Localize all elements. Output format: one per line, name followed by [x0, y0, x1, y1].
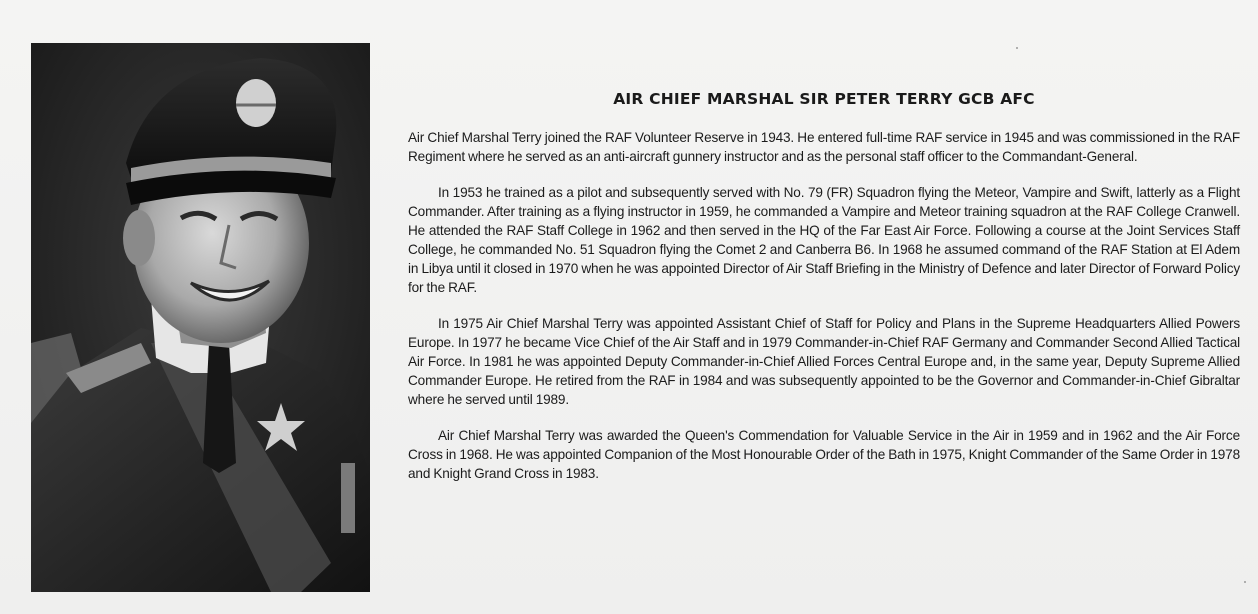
portrait-photo-image [31, 43, 370, 592]
paper-speck [1016, 47, 1018, 49]
paragraph-honours: Air Chief Marshal Terry was awarded the Queen's Commendation for Valuable Service in the Air in 1959 and in 1962 and the Air Force Cross in 1968. He was appointed Companion of the Most Honourable Order of the Bath in 1975, Knight Commander of the Same Order in 1978 and Knight Grand Cross in 1983. [408, 428, 1240, 481]
portrait-photo [31, 43, 370, 592]
paragraph-early-service: Air Chief Marshal Terry joined the RAF Volunteer Reserve in 1943. He entered full-time RAF service in 1945 and was commissioned in the RAF Regiment where he served as an anti-aircraft gunnery instructor and as the personal staff officer to the Commandant-General. [408, 130, 1240, 164]
paper-speck [1244, 581, 1246, 583]
paragraph-flying-career: In 1953 he trained as a pilot and subsequently served with No. 79 (FR) Squadron flying the Meteor, Vampire and Swift, latterly as a Flight Commander. After training as a flying instructor in 1959, he commanded a Vampire and Meteor training squadron at the RAF College Cranwell. He attended the RAF Staff College in 1962 and then served in the HQ of the Far East Air Force. Following a course at the Joint Services Staff College, he commanded No. 51 Squadron flying the Comet 2 and Canberra B6. In 1968 he assumed command of the RAF Station at El Adem in Libya until it closed in 1970 when he was appointed Director of Air Staff Briefing in the Ministry of Defence and later Director of Forward Policy for the RAF. [408, 185, 1240, 295]
page-title: AIR CHIEF MARSHAL SIR PETER TERRY GCB AFC [613, 90, 1035, 108]
biography-text [408, 90, 1240, 500]
paragraph-senior-appointments: In 1975 Air Chief Marshal Terry was appointed Assistant Chief of Staff for Policy and Plans in the Supreme Headquarters Allied Powers Europe. In 1977 he became Vice Chief of the Air Staff and in 1979 Commander-in-Chief RAF Germany and Commander Second Allied Tactical Air Force. In 1981 he was appointed Deputy Commander-in-Chief Allied Forces Central Europe and, in the same year, Deputy Supreme Allied Commander Europe. He retired from the RAF in 1984 and was subsequently appointed to be the Governor and Commander-in-Chief Gibraltar where he served until 1989. [408, 316, 1240, 407]
